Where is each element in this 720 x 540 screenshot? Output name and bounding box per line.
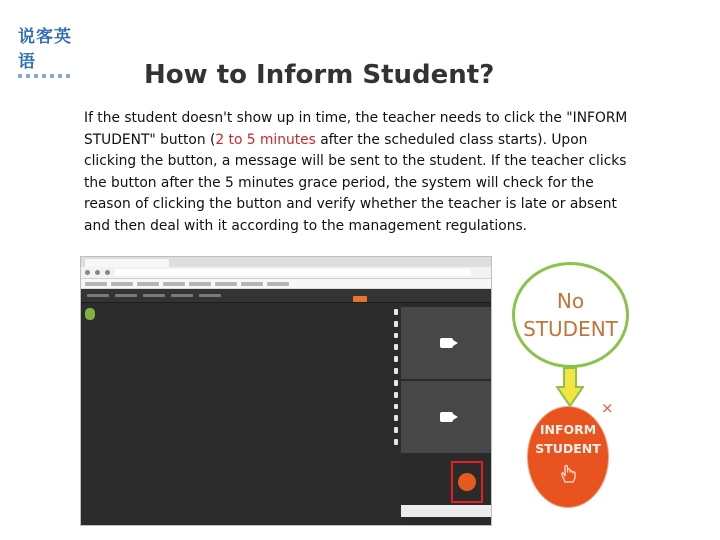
slide-title: How to Inform Student? bbox=[144, 60, 495, 90]
down-arrow-icon bbox=[556, 367, 584, 407]
address-field bbox=[115, 269, 471, 276]
no-student-callout bbox=[512, 262, 629, 368]
back-icon bbox=[85, 270, 90, 275]
classroom-screenshot bbox=[80, 256, 492, 526]
bookmarks-bar bbox=[81, 279, 491, 289]
browser-tab-bar bbox=[81, 257, 491, 267]
logo-text: 说客英语 bbox=[18, 27, 72, 72]
inform-button-highlight bbox=[451, 461, 483, 503]
hand-pointer-icon bbox=[559, 464, 577, 484]
paragraph-highlight: 2 to 5 minutes bbox=[215, 131, 316, 148]
paragraph-text-2: after the scheduled class starts). Upon clicking the button, a message will be sent to the student. If the teacher clicks the button after the 5 minutes grace period, the system will check for the reason of clicking the button and verify whether the teacher is late or absent and then deal with it according to the management regulations. bbox=[84, 131, 627, 234]
mini-inform-button bbox=[458, 473, 476, 491]
teacher-video-panel bbox=[401, 307, 491, 379]
student-video-panel bbox=[401, 381, 491, 453]
close-icon[interactable]: × bbox=[601, 399, 614, 417]
camera-icon bbox=[440, 338, 453, 348]
inform-label-2: STUDENT bbox=[535, 441, 601, 456]
classroom-header bbox=[81, 289, 491, 303]
paragraph-text-1: If the student doesn't show up in time, the teacher needs to click the "INFORM STUDENT" button ( bbox=[84, 110, 628, 148]
forward-icon bbox=[95, 270, 100, 275]
drawing-toolbar bbox=[391, 309, 400, 445]
whiteboard-area bbox=[81, 303, 389, 525]
callout-line-2: STUDENT bbox=[523, 317, 618, 341]
reload-icon bbox=[105, 270, 110, 275]
browser-tab bbox=[85, 259, 169, 267]
logo-subtitle-mark bbox=[18, 74, 74, 78]
inform-student-button[interactable] bbox=[527, 406, 609, 508]
camera-icon bbox=[440, 412, 453, 422]
inform-label-1: INFORM bbox=[539, 422, 597, 437]
instruction-paragraph bbox=[84, 108, 629, 238]
callout-line-1: No bbox=[556, 289, 585, 313]
browser-url-bar bbox=[81, 267, 491, 279]
chat-input-bar bbox=[401, 505, 491, 517]
header-orange-chip bbox=[353, 296, 367, 302]
user-avatar-icon bbox=[85, 308, 95, 320]
brand-logo bbox=[18, 22, 82, 72]
